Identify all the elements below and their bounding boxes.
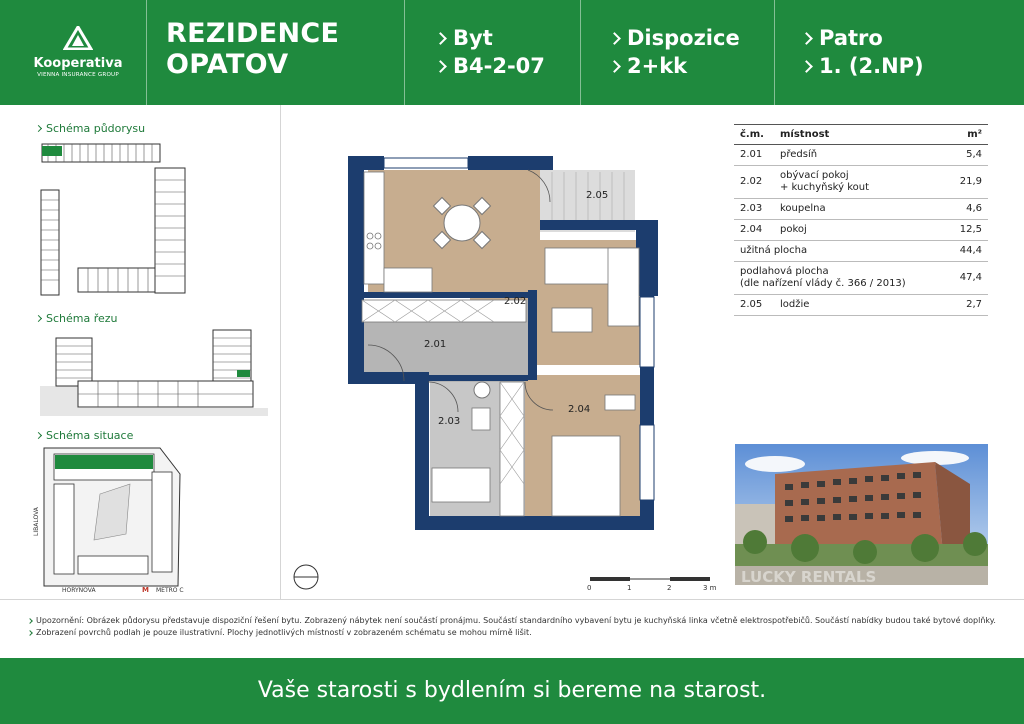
apartment-id-box: [436, 24, 545, 80]
useful-area-label: užitná plocha: [734, 241, 945, 262]
room-name-line2: + kuchyňský kout: [780, 182, 870, 193]
disclaimer-notes: [28, 615, 996, 639]
title-line-2: OPATOV: [166, 49, 289, 80]
kitchen-unit: [384, 268, 432, 292]
table-row: [734, 145, 988, 166]
column-divider: [280, 105, 281, 599]
room-name: předsíň: [774, 145, 945, 166]
room-area-table: [734, 124, 988, 316]
situation-schema: [30, 444, 190, 596]
scale-bar: [586, 573, 721, 593]
room-name: pokoj: [774, 220, 945, 241]
room-number: 2.03: [734, 199, 774, 220]
layout-box: [610, 24, 740, 80]
desk: [605, 395, 635, 410]
dispozice-value: 2+kk: [627, 54, 688, 78]
sofa-chaise: [608, 248, 639, 326]
street-left-label: LIBALOVA: [33, 507, 40, 536]
floor-area-label-line1: podlahová plocha: [740, 266, 829, 277]
apartment-floor-plan: [340, 150, 670, 535]
section-section-text: Schéma řezu: [46, 312, 118, 325]
apartment-highlight: [55, 455, 153, 469]
chevron-right-icon: [35, 315, 42, 322]
dispozice-label: Dispozice: [627, 26, 740, 50]
scale-tick-0: 0: [587, 584, 592, 592]
room-number: 2.01: [734, 145, 774, 166]
room-name: koupelna: [774, 199, 945, 220]
patro-label: Patro: [819, 26, 883, 50]
footer-banner: [0, 658, 1024, 724]
floor-area-label: [734, 262, 945, 295]
chevron-right-icon: [27, 630, 33, 636]
table-row: [734, 199, 988, 220]
col-header-number: č.m.: [734, 125, 774, 145]
table-row-useful-area: [734, 241, 988, 262]
street-bottom-label: HORYNOVA: [62, 587, 96, 594]
logo-name: Kooperativa: [33, 56, 123, 71]
toilet: [474, 382, 490, 398]
section-section-label: [36, 312, 118, 325]
scale-tick-1: 1: [627, 584, 632, 592]
chevron-right-icon: [434, 32, 447, 45]
room-label-bathroom: 2.03: [438, 416, 461, 427]
floor-box: [802, 24, 924, 80]
header-divider: [774, 0, 775, 105]
coffee-table: [552, 308, 592, 332]
room-area: 5,4: [945, 145, 988, 166]
chevron-right-icon: [608, 60, 621, 73]
chevron-right-icon: [35, 125, 42, 132]
section-schema: [38, 326, 268, 416]
floor-area-label-line2: (dle nařízení vlády č. 366 / 2013): [740, 278, 906, 289]
chevron-right-icon: [434, 60, 447, 73]
metro-label: METRO C: [156, 587, 184, 594]
kooperativa-logo: [28, 26, 128, 79]
disclaimer-line-2: Zobrazení povrchů podlah je pouze ilustrativní. Plochy jednotlivých místností v zobrazeném schématu se mohou mírně lišit.: [36, 628, 532, 637]
header-divider: [404, 0, 405, 105]
footer-divider: [0, 599, 1024, 600]
room-area: 2,7: [945, 295, 988, 316]
chevron-right-icon: [608, 32, 621, 45]
room-label-hall: 2.01: [424, 339, 447, 350]
disclaimer-line-1: Upozornění: Obrázek půdorysu představuje dispoziční řešení bytu. Zobrazený nábytek není součástí pronájmu. Součástí standardního vybavení bytu je kuchyňská linka včetně elektrospotřebičů. Součástí nabídky budou také bytové doplňky.: [36, 616, 996, 625]
room-area: 21,9: [945, 166, 988, 199]
apartment-highlight: [237, 370, 250, 377]
header-divider: [146, 0, 147, 105]
footer-slogan: Vaše starosti s bydlením si bereme na starost.: [257, 678, 767, 703]
header-divider: [580, 0, 581, 105]
section-situation-text: Schéma situace: [46, 429, 134, 442]
room-label-loggia: 2.05: [586, 190, 609, 201]
title-line-1: REZIDENCE: [166, 18, 340, 49]
room-label-living: 2.02: [504, 296, 527, 307]
room-number: 2.02: [734, 166, 774, 199]
section-floorplan-text: Schéma půdorysu: [46, 122, 146, 135]
floorplan-schema: [38, 142, 188, 297]
watermark-text: LUCKY RENTALS: [741, 568, 877, 585]
table-row: [734, 295, 988, 316]
col-header-area: m²: [945, 125, 988, 145]
chevron-right-icon: [35, 432, 42, 439]
chevron-right-icon: [800, 60, 813, 73]
useful-area-value: 44,4: [945, 241, 988, 262]
byt-label: Byt: [453, 26, 493, 50]
project-title: [166, 18, 339, 80]
building-photo-illustration: [735, 444, 988, 585]
room-area: 4,6: [945, 199, 988, 220]
chevron-right-icon: [800, 32, 813, 45]
section-situation-label: [36, 429, 133, 442]
room-number: 2.04: [734, 220, 774, 241]
section-floorplan-label: [36, 122, 145, 135]
floor-area-value: 47,4: [945, 262, 988, 295]
table-header-row: [734, 125, 988, 145]
sink: [472, 408, 490, 430]
scale-tick-2: 2: [667, 584, 672, 592]
kitchen-counter: [364, 172, 384, 284]
patro-value: 1. (2.NP): [819, 54, 924, 78]
scale-tick-3: 3 m: [703, 584, 717, 592]
logo-mark-icon: [63, 26, 93, 50]
room-name: lodžie: [774, 295, 945, 316]
room-number: 2.05: [734, 295, 774, 316]
chevron-right-icon: [27, 618, 33, 624]
table-row: [734, 220, 988, 241]
building-photo: [735, 444, 988, 585]
room-label-bedroom: 2.04: [568, 404, 591, 415]
header: [0, 0, 1024, 105]
room-area: 12,5: [945, 220, 988, 241]
table-row-floor-area: [734, 262, 988, 295]
room-name: [774, 166, 945, 199]
metro-icon: M: [142, 586, 149, 594]
byt-value: B4-2-07: [453, 54, 545, 78]
apartment-highlight: [42, 146, 62, 156]
table-row: [734, 166, 988, 199]
logo-subtitle: VIENNA INSURANCE GROUP: [37, 72, 119, 78]
north-arrow-icon: [290, 562, 324, 592]
col-header-room: místnost: [774, 125, 945, 145]
room-name-line1: obývací pokoj: [780, 170, 849, 181]
bedroom-wardrobe: [500, 382, 524, 516]
bed: [552, 436, 620, 516]
bathtub: [432, 468, 490, 502]
